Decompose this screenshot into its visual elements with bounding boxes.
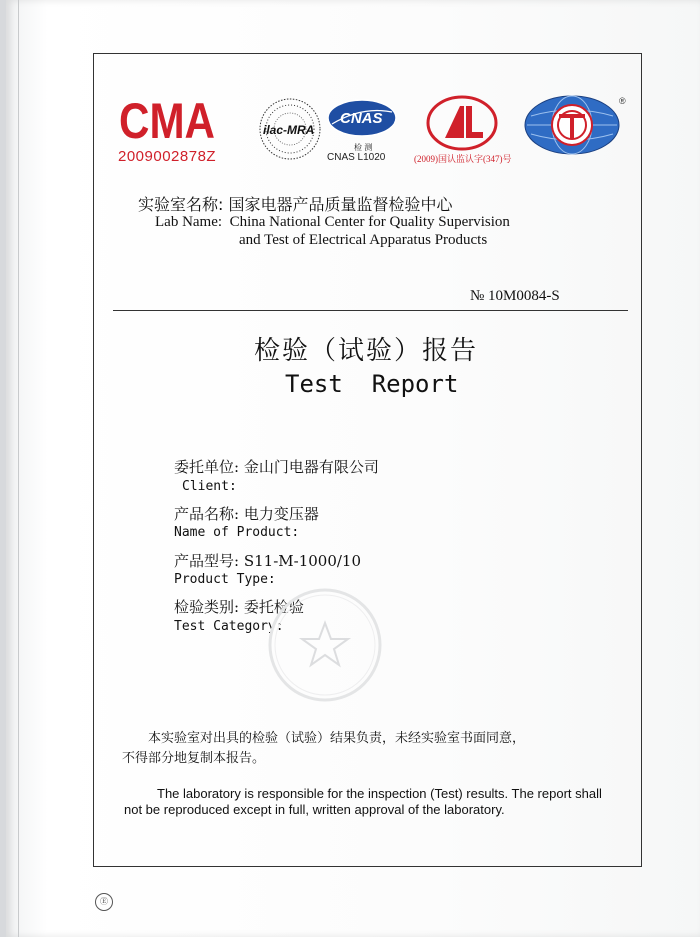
lab-name-cn-value: 国家电器产品质量监督检验中心 (228, 195, 453, 214)
disclaimer-en-line1: The laboratory is responsible for the inspection (Test) results. The report shall (157, 786, 602, 801)
client-label-en: Client: (182, 479, 237, 494)
client-field (174, 456, 379, 477)
product-name-value: 电力变压器 (243, 505, 319, 523)
embossed-seal-icon (265, 585, 385, 705)
cal-logo-icon (425, 94, 499, 152)
disclaimer-cn-line1: 本实验室对出具的检验（试验）结果负责，未经实验室书面同意， (148, 731, 526, 746)
report-title-en: Test Report (285, 370, 459, 398)
lab-name-cn (138, 192, 453, 215)
cal-code: (2009)国认监认字(347)号 (414, 154, 512, 164)
cma-logo-icon (117, 93, 217, 149)
product-type-label-en: Product Type: (174, 572, 276, 587)
cqc-globe-logo-icon (523, 94, 621, 156)
cnas-code: CNAS L1020 (327, 152, 386, 163)
client-value: 金山门电器有限公司 (243, 458, 379, 476)
lab-name-en-label: Lab Name: (155, 214, 223, 230)
binding-edge (18, 0, 19, 937)
product-name-field (174, 503, 319, 524)
registered-mark: ® (619, 96, 626, 106)
product-type-value: S11-M-1000/10 (243, 552, 362, 570)
product-type-label: 产品型号: (174, 552, 240, 570)
lab-name-en-line2: and Test of Electrical Apparatus Products (239, 232, 488, 248)
ilac-mra-logo-icon (255, 96, 325, 162)
disclaimer-en-line2: not be reproduced except in full, written approval of the laboratory. (124, 802, 505, 817)
lab-name-en-line1: China National Center for Quality Supervision (229, 214, 510, 230)
svg-text:CNAS: CNAS (340, 110, 383, 127)
cnas-logo-icon (326, 98, 398, 146)
cnas-testing-label: 检 测 (354, 143, 373, 152)
svg-text:CMA: CMA (119, 93, 215, 149)
report-title-cn: 检验（试验）报告 (254, 336, 479, 366)
client-label: 委托单位: (174, 458, 240, 476)
test-category-label-en: Test Category: (174, 619, 284, 634)
header-divider (113, 310, 628, 311)
lab-name-cn-label: 实验室名称: (138, 195, 224, 214)
cma-code: 2009002878Z (118, 148, 217, 165)
disclaimer-cn-line2: 不得部分地复制本报告。 (122, 751, 266, 766)
product-type-field (174, 550, 361, 571)
test-category-label: 检验类别: (174, 598, 240, 616)
report-number: № 10M0084-S (470, 288, 560, 304)
svg-text:ilac-MRA: ilac-MRA (263, 123, 315, 137)
lab-name-en (155, 214, 510, 231)
product-name-label-en: Name of Product: (174, 525, 300, 540)
product-name-label: 产品名称: (174, 505, 240, 523)
test-category-value: 委托检验 (243, 598, 304, 616)
corner-mark-icon: Ⓔ (95, 893, 113, 911)
